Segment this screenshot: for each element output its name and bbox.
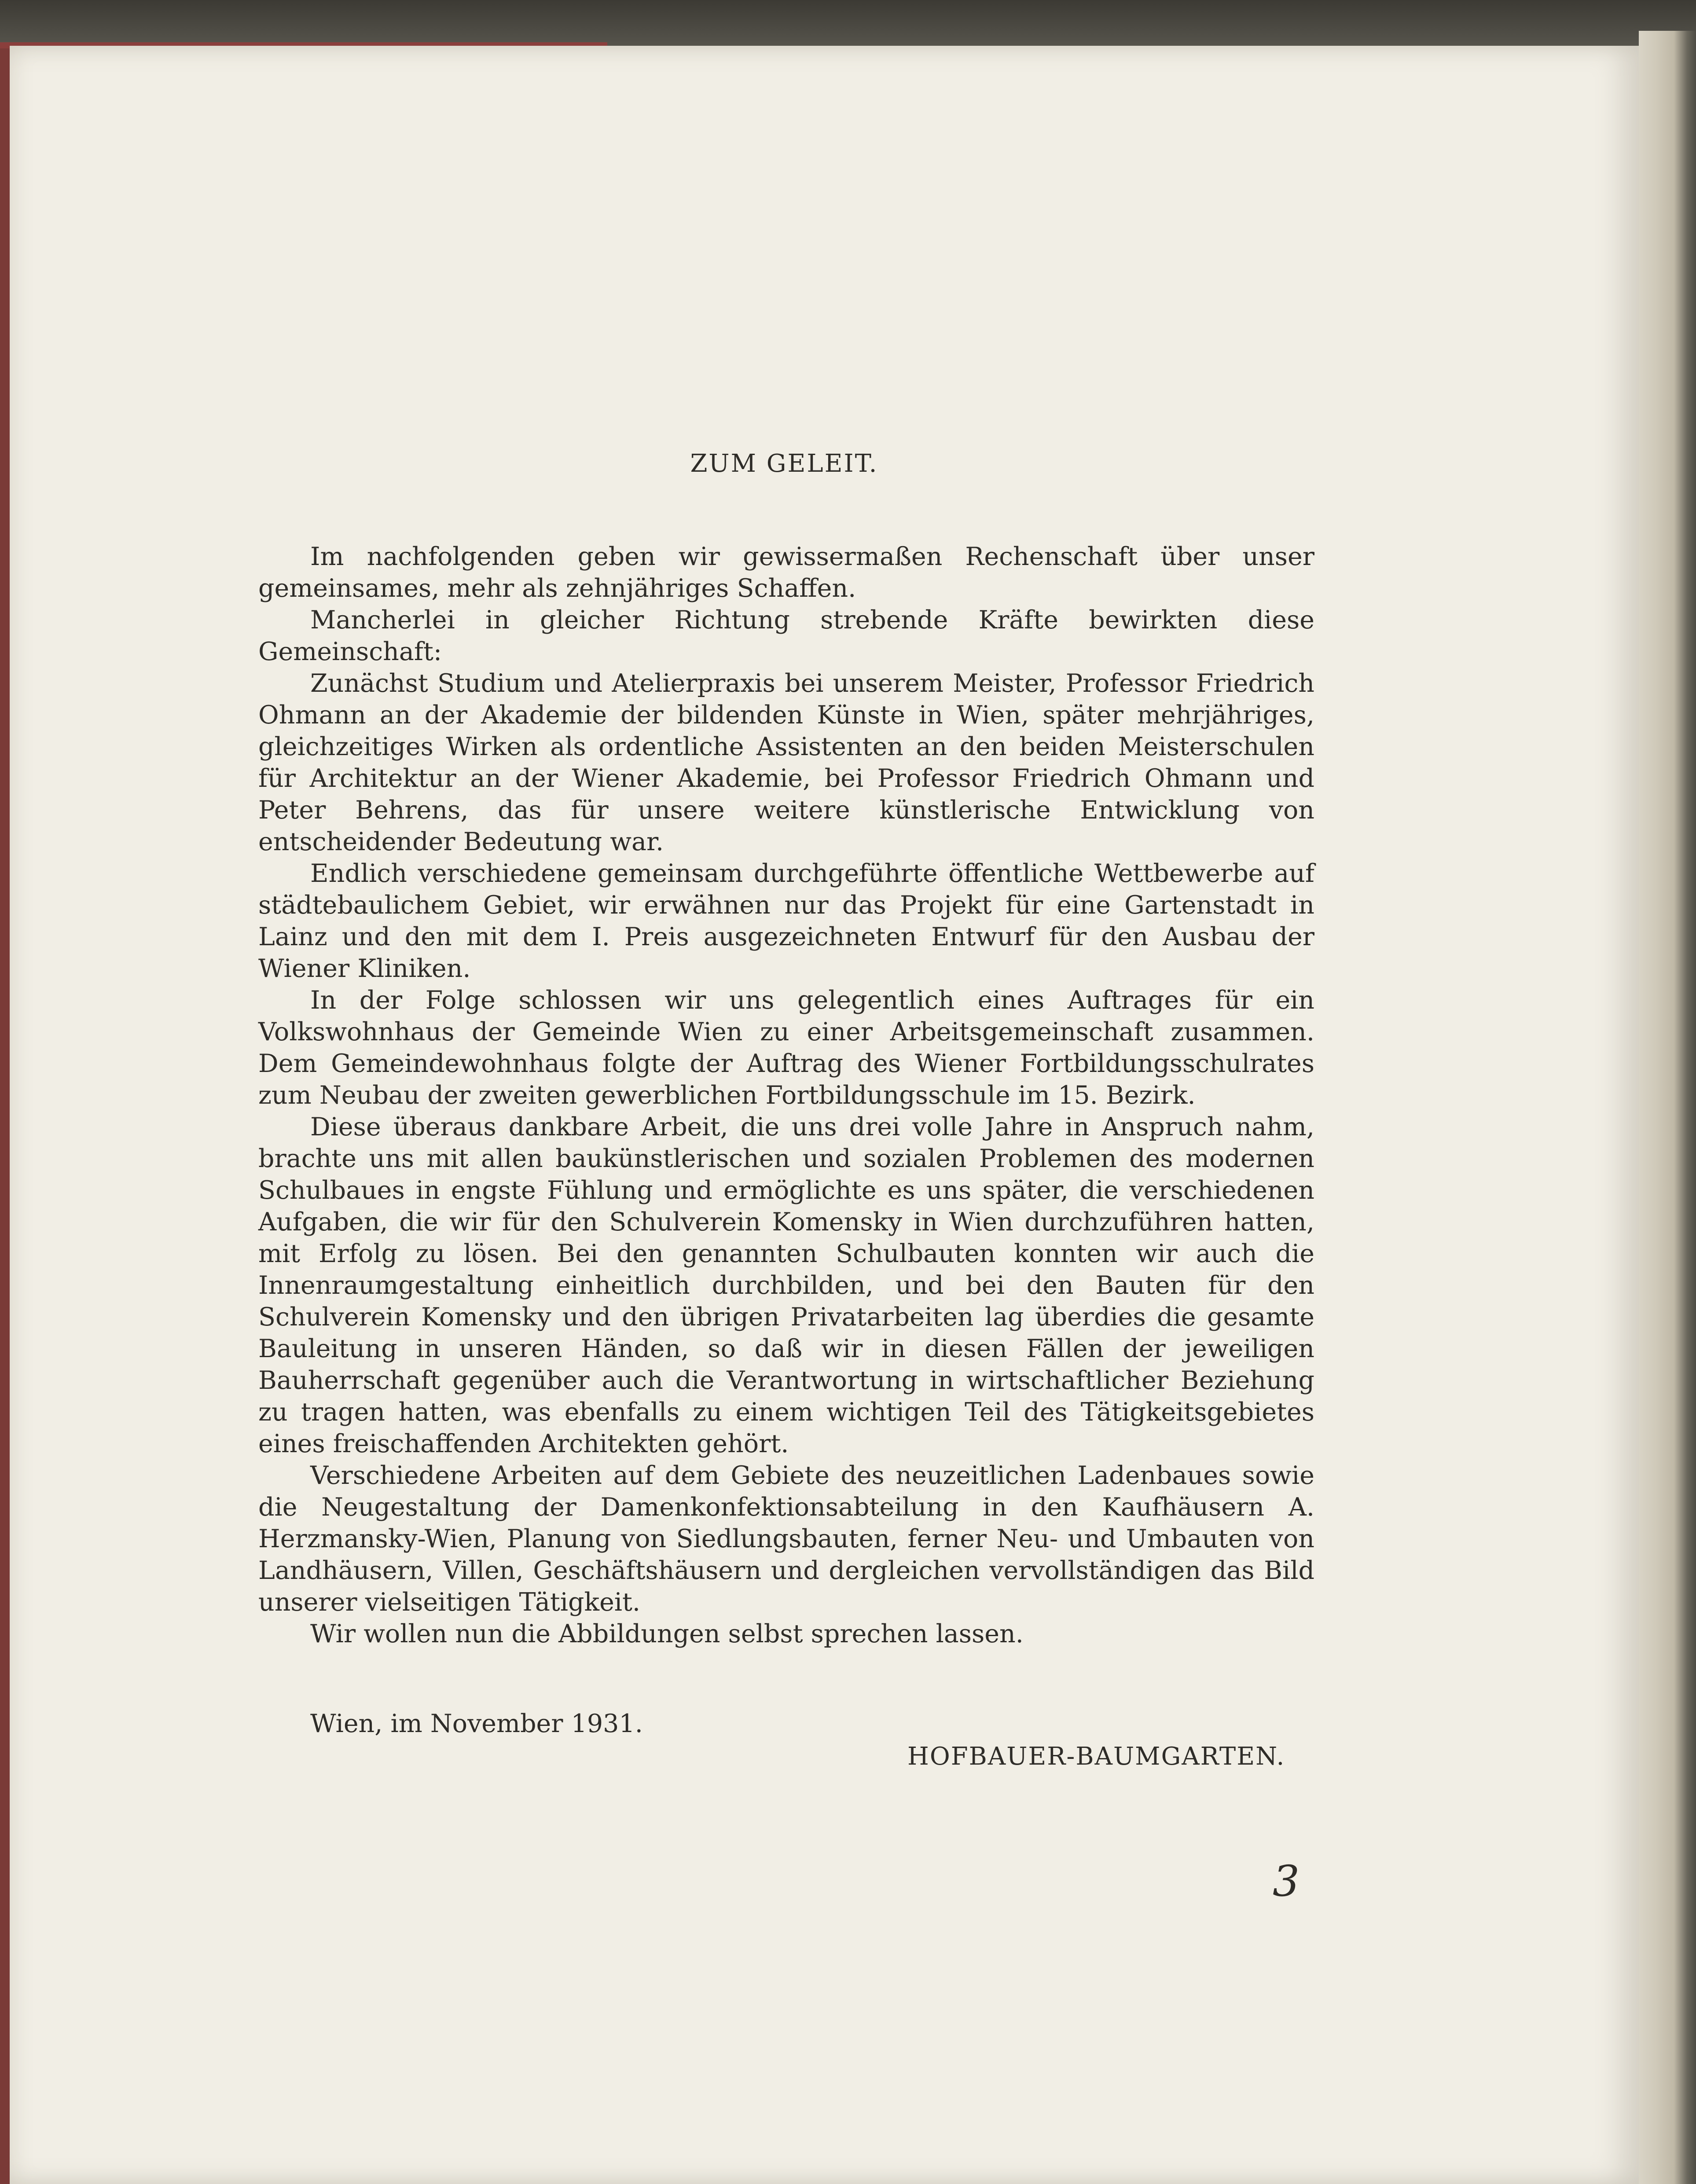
body-text xyxy=(258,541,1314,1650)
paragraph: Diese überaus dankbare Arbeit, die uns drei volle Jahre in Anspruch nahm, brachte uns mit allen baukünstlerischen und sozialen Problemen des modernen Schulbaues in engste Fühlung und ermöglichte es uns später, die verschiedenen Aufgaben, die wir für den Schulverein Komensky in Wien durchzuführen hatten, mit Erfolg zu lösen. Bei den genannten Schulbauten konnten wir auch die Innenraumgestaltung einheitlich durchbilden, und bei den Bauten für den Schulverein Komensky und den übrigen Privatarbeiten lag überdies die gesamte Bauleitung in unseren Händen, so daß wir in diesen Fällen der jeweiligen Bauherrschaft gegenüber auch die Verantwortung in wirtschaftlicher Beziehung zu tragen hatten, was ebenfalls zu einem wichtigen Teil des Tätigkeitsgebietes eines freischaffenden Architekten gehört. xyxy=(258,1112,1314,1458)
book-page xyxy=(10,46,1639,2184)
signature: HOFBAUER-BAUMGARTEN. xyxy=(907,1742,1285,1771)
page-title: ZUM GELEIT. xyxy=(690,449,878,478)
paragraph: Endlich verschiedene gemeinsam durchgeführte öffentliche Wettbewerbe auf städtebaulichem Gebiet, wir erwähnen nur das Projekt für eine Gartenstadt in Lainz und den mit dem I. Preis ausgezeichneten Entwurf für den Ausbau der Wiener Kliniken. xyxy=(258,859,1314,983)
paragraph: Wir wollen nun die Abbildungen selbst sprechen lassen. xyxy=(310,1619,1024,1648)
page-stack-edge xyxy=(1639,31,1696,2184)
page-number: 3 xyxy=(1273,1857,1300,1906)
place-date: Wien, im November 1931. xyxy=(310,1709,643,1738)
paragraph: In der Folge schlossen wir uns gelegentlich eines Auftrages für ein Volkswohnhaus der Gemeinde Wien zu einer Arbeitsgemeinschaft zusammen. Dem Gemeindewohnhaus folgte der Auftrag des Wiener Fortbildungsschulrates zum Neubau der zweiten gewerblichen Fortbildungsschule im 15. Bezirk. xyxy=(258,986,1314,1110)
book-spine-edge xyxy=(0,48,10,2184)
paragraph: Zunächst Studium und Atelierpraxis bei unserem Meister, Professor Friedrich Ohmann an der Akademie der bildenden Künste in Wien, später mehrjähriges, gleichzeitiges Wirken als ordentliche Assistenten an den beiden Meisterschulen für Architektur an der Wiener Akademie, bei Professor Friedrich Ohmann und Peter Behrens, das für unsere weitere künstlerische Entwicklung von entscheidender Bedeutung war. xyxy=(258,669,1314,856)
book-top-edge xyxy=(0,0,1696,48)
paragraph: Im nachfolgenden geben wir gewissermaßen Rechenschaft über unser gemeinsames, mehr als zehnjähriges Schaffen. xyxy=(258,542,1314,603)
paragraph: Mancherlei in gleicher Richtung strebende Kräfte bewirkten diese Gemeinschaft: xyxy=(258,606,1314,666)
paragraph: Verschiedene Arbeiten auf dem Gebiete des neuzeitlichen Ladenbaues sowie die Neugestaltung der Damenkonfektionsabteilung in den Kaufhäusern A. Herzmansky-Wien, Planung von Siedlungsbauten, ferner Neu- und Umbauten von Landhäusern, Villen, Geschäftshäusern und dergleichen vervollständigen das Bild unserer vielseitigen Tätigkeit. xyxy=(258,1461,1314,1617)
